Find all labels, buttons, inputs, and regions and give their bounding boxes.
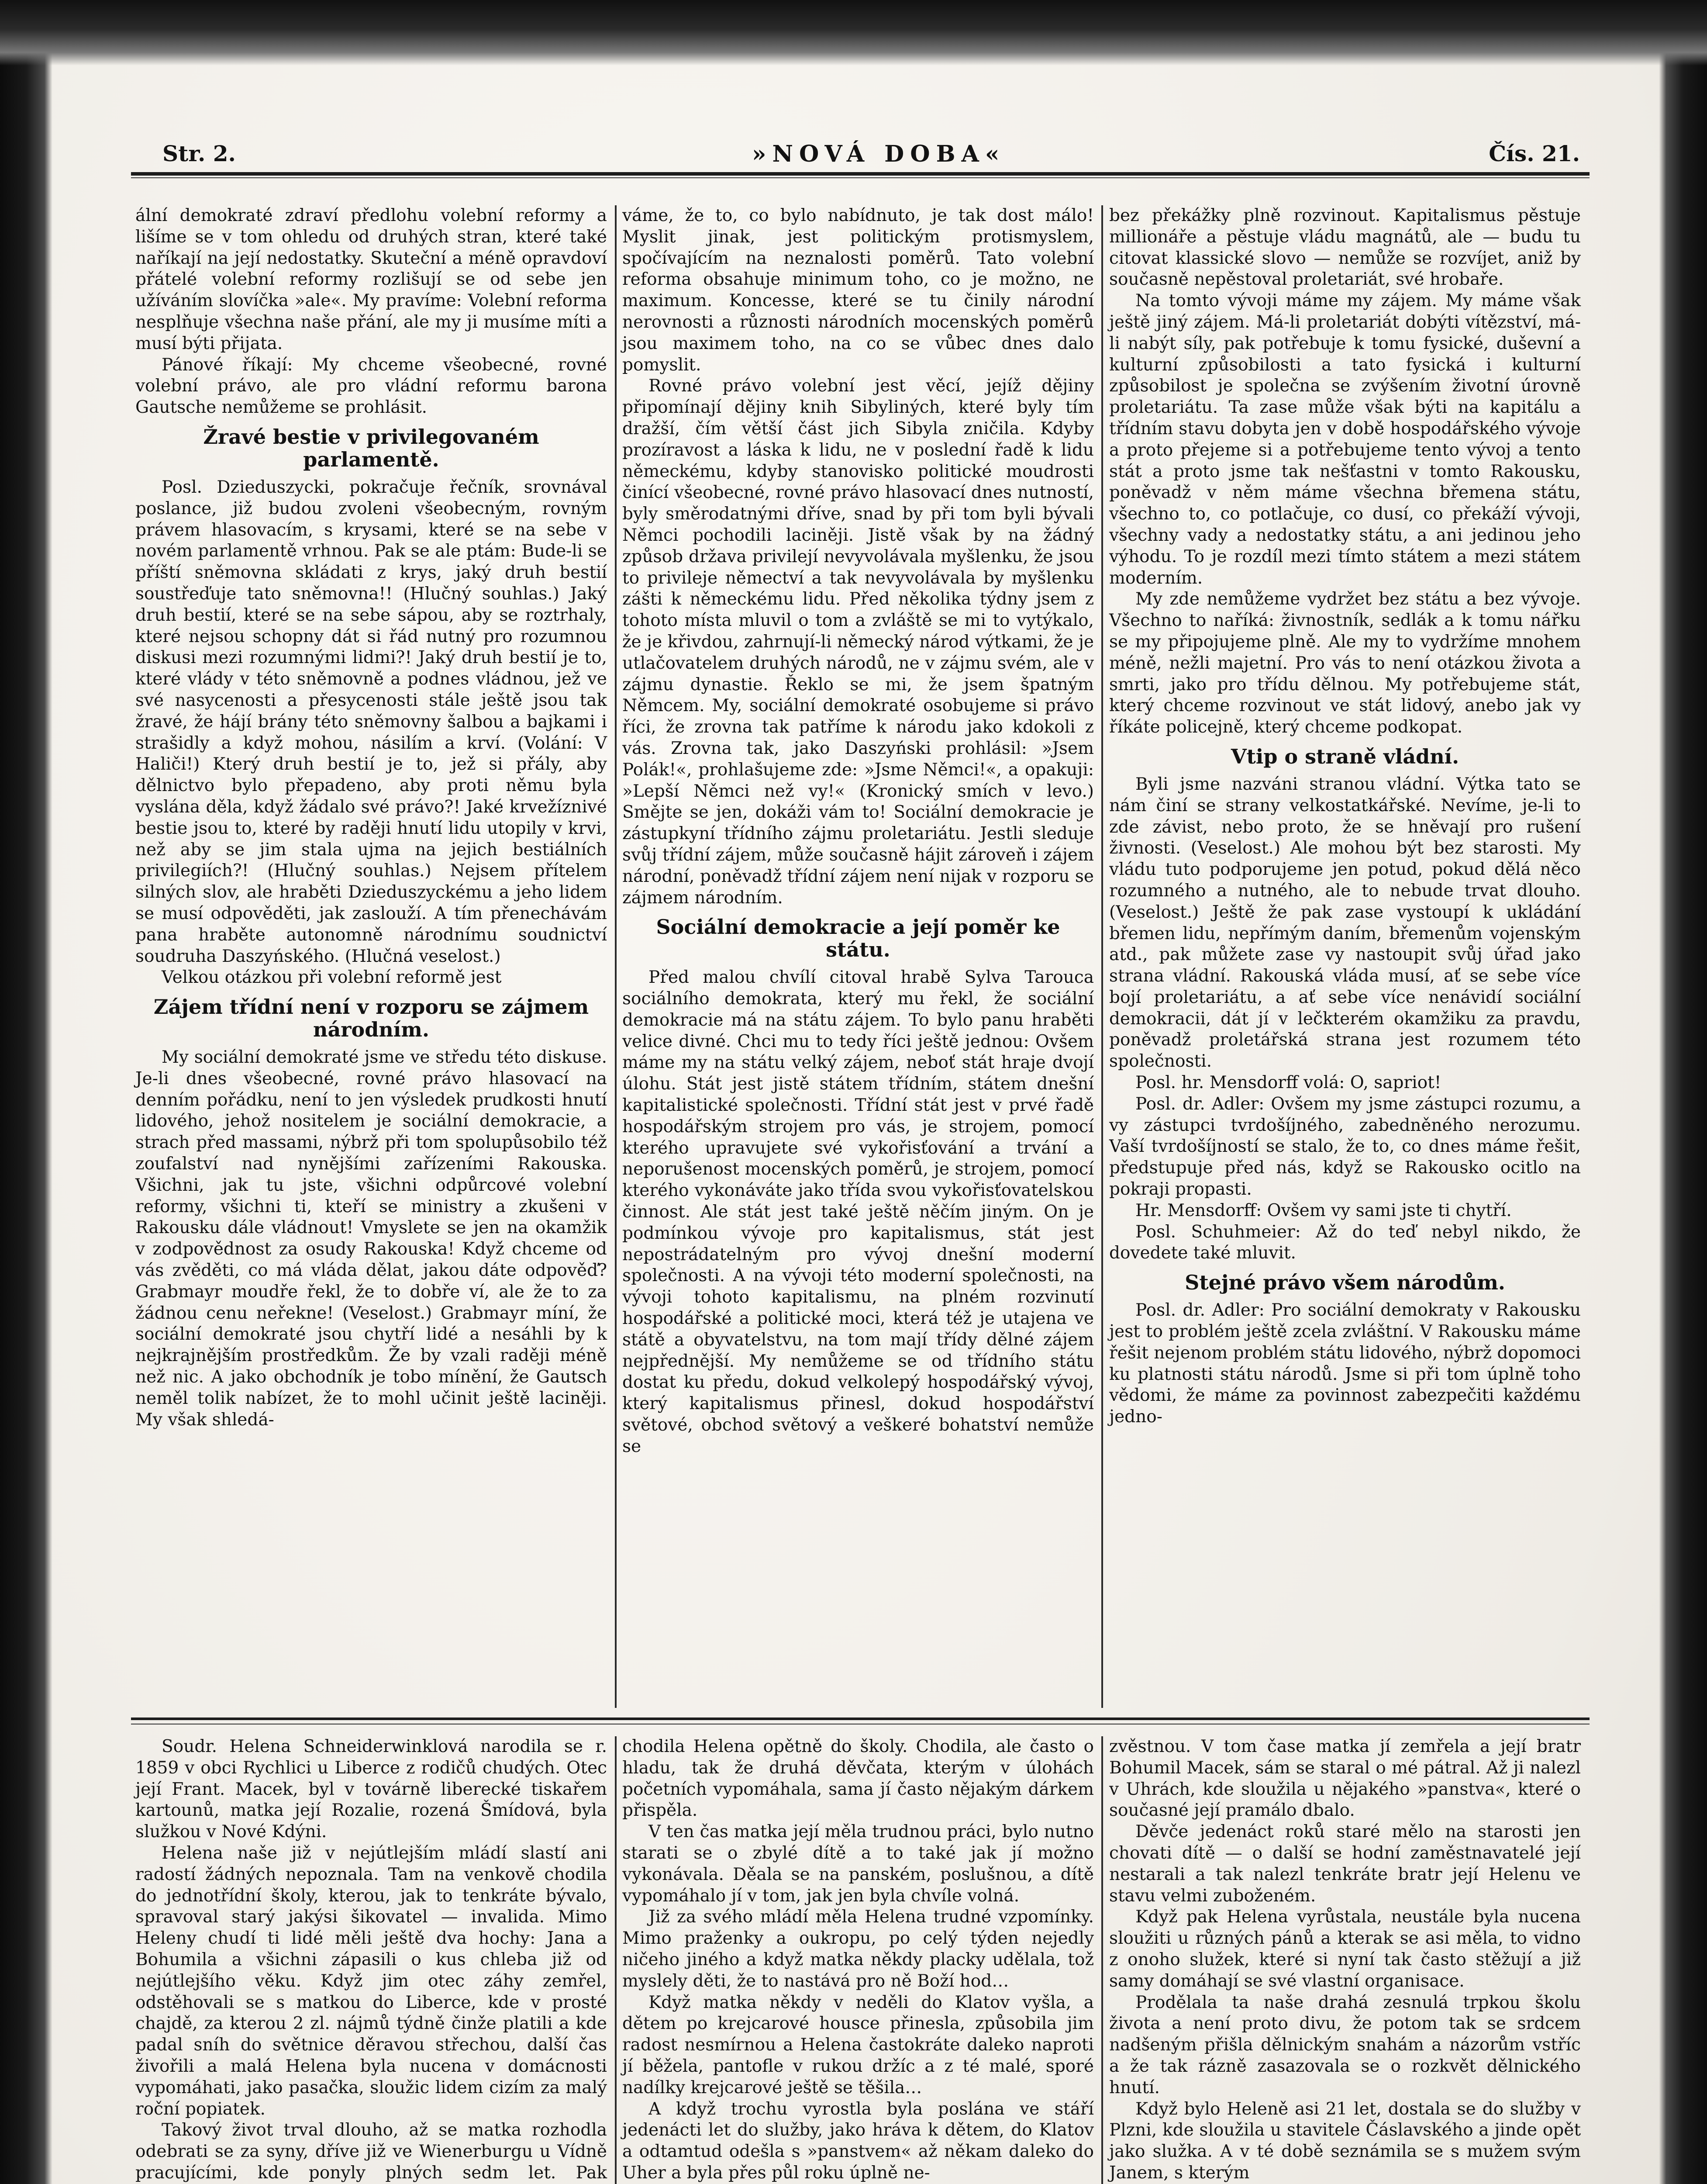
paragraph: Již za svého mládí měla Helena trudné vzpomínky. Mimo praženky a oukropu, po celý týden nejedly ničeho jiného a když matka někdy placky udělala, tož myslely děti, že to nastává pro ně Boží hod…	[622, 1907, 1094, 1991]
paragraph: chodila Helena opětně do školy. Chodila, ale často o hladu, tak že druhá děvčata, kterým v úlohách početních vypomáhala, sama jí často nějakým dárkem přispěla.	[622, 1737, 1094, 1821]
paragraph: My zde nemůžeme vydržet bez státu a bez vývoje. Všechno to naříká: živnostník, sedlák a k tomu nářku se my připojujeme plně. Ale my to vydržíme mnohem méně, nežli majetní. Pro vás to není otázkou života a smrti, jako pro třídu dělnou. My potřebujeme stát, který chceme rozvinout ve stát lidový, anebo jak vy říkáte policejně, který chceme podkopat.	[1109, 589, 1581, 737]
feuilleton-divider	[131, 1717, 1590, 1720]
scan-edge-top	[0, 0, 1707, 66]
paragraph: Prodělala ta naše drahá zesnulá trpkou školu života a není proto divu, že potom tak se srdcem nadšeným přišla dělnickým snahám a názorům vstříc a že tak rázně zasazovala se o rozkvět dělnického hnutí.	[1109, 1992, 1581, 2098]
paragraph: Helena naše již v nejútlejším mládí slastí ani radostí žádných nepoznala. Tam na venkově chodila do jednotřídní školy, kterou, jak to tenkráte bývalo, spravoval starý jakýsi šikovatel — invalida. Mimo Heleny chudí ti lidé měli ještě dva hochy: Jana a Bohumila a všichni zápasili o kus chleba již od nejútlejšího věku. Když jim otec záhy zemřel, odstěhovali se s matkou do Liberce, kde v prosté chajdě, za kterou 2 zl. nájmů týdně činže platili a kde padal sníh do světnice děravou střechou, další čas živořili a malá Helena byla nucena v domácnosti vypomáhati, jako pasačka, sloužic lidem cizím za malý roční popiatek.	[135, 1843, 607, 2119]
paragraph: Děvče jedenáct roků staré mělo na starosti jen chovati dítě — o další se hodní zaměstnavatelé její nestarali a tak nalezl tenkráte bratr její Helenu ve stavu velmi zuboženém.	[1109, 1822, 1581, 1906]
paragraph: Před malou chvílí citoval hrabě Sylva Tarouca sociálního demokrata, který mu řekl, že sociální demokracie má na státu zájem. To bylo panu hraběti velice divné. Chci mu to tedy říci ještě jednou: Ovšem máme my na státu velký zájem, neboť stát hraje dvojí úlohu. Stát jest jistě státem třídním, státem dnešní kapitalistické společnosti. Třídní stát jest v prvé řadě hospodářským strojem pro vás, je strojem, pomocí kterého upravujete své vykořisťování a trvání a neporušenost mocenských poměrů, je strojem, pomocí kterého vykonáváte jako třída svou vykořisťovatelskou činnost. Ale stát jest také ještě něčím jiným. On je podmínkou vývoje pro kapitalismus, stát jest nepostrádatelným pro vývoj dnešní moderní společnosti. A na vývoji této moderní společnosti, na vývoji tohoto kapitalismu, na plném rozvinutí hospodářské a politické moci, která též je utajena ve státě a obyvatelstvu, na tom mají třídy dělné zájem nejpřednější. My nemůžeme se od třídního státu dostat ku předu, dokud velkolepý hospodářský vývoj, který kapitalismus přinesl, dokud hospodářství světové, obchod světový a veškeré bohatství nemůže se	[622, 968, 1094, 1456]
paragraph: Posl. dr. Adler: Pro sociální demokraty v Rakousku jest to problém ještě zcela zvláštní. V Rakousku máme řešit nejenom problém státu lidového, nýbrž dopomoci ku platnosti státu národů. Jsme si při tom úplně toho vědomi, že máme za povinnost zabezpečiti každému jedno-	[1109, 1300, 1581, 1427]
subheading: Sociální demokracie a její poměr ke státu.	[656, 915, 1060, 962]
paragraph: Posl. Schuhmeier: Až do teď nebyl nikdo, že dovedete také mluvit.	[1109, 1222, 1581, 1263]
feuilleton-column-2	[622, 1736, 1094, 2184]
paragraph: Pánové říkají: My chceme všeobecné, rovné volební právo, ale pro vládní reformu barona Gautsche nemůžeme se prohlásit.	[135, 355, 607, 418]
header-rule-thin	[131, 177, 1590, 178]
paragraph: Rovné právo volební jest věcí, jejíž dějiny připomínají dějiny knih Sibyliných, které byly tím dražší, čím větší část jich Sibyla zničila. Kdyby prozíravost a láska k lidu, ne v poslední řadě k lidu německému, kdyby stanovisko politické moudrosti činící všeobecné, rovné právo hlasovací dnes nutností, byly směrodatnými dříve, snad by při tom byli bývali Němci pochodili laciněji. Jistě však by na žádný způsob država privilejí nevyvolávala myšlenku, že jsou to privileje němectví a tak nevyvolávala by myšlenku zášti k německému lidu. Před několika týdny jsem z tohoto místa mluvil o tom a zvláště se mi to vytýkalo, že je křivdou, zahrnují-li německý národ výtkami, že je utlačovatelem druhých národů, ne v zájmu svém, ale v zájmu dynastie. Řeklo se mi, že jsem špatným Němcem. My, sociální demokraté osobujeme si právo říci, že zrovna tak patříme k národu jako kdokoli z vás. Zrovna tak, jako Daszyński prohlásil: »Jsem Polák!«, prohlašujeme zde: »Jsme Němci!«, a opakuji: »Lepší Němci než vy!« (Kronický smích v levo.) Smějte se jen, dokáži vám to! Sociální demokracie je zástupkyní třídního zájmu proletariátu. Jestli sleduje svůj třídní zájem, může současně hájit zároveň i zájem národní, poněvadž třídní zájem není nijak v rozporu se zájmem národním.	[622, 376, 1094, 908]
subheading: Stejné právo všem národům.	[1185, 1271, 1505, 1295]
newspaper-title: »NOVÁ DOBA«	[752, 141, 1006, 167]
paragraph: Když pak Helena vyrůstala, neustále byla nucena sloužiti u různých pánů a kterak se asi měla, to vidno z onoho služek, které si nyní tak často stěžují a již samy domáhají se své vlastní organisace.	[1109, 1907, 1581, 1991]
paragraph: Velkou otázkou při volební reformě jest	[162, 968, 502, 988]
paragraph: bez překážky plně rozvinout. Kapitalismus pěstuje millionáře a pěstuje vládu magnátů, ale — budu tu citovat klassické slovo — nemůže se rozvíjet, aniž by současně nepěstoval proletariát, své hrobaře.	[1109, 206, 1581, 290]
subheading: Žravé bestie v privilegovaném parlamentě.	[203, 425, 539, 471]
paragraph: zvěstnou. V tom čase matka jí zemřela a její bratr Bohumil Macek, sám se staral o mé pátral. Až ji nalezl v Uhrách, kde sloužila u nějakého »panstva«, které o současné její pramálo dbalo.	[1109, 1737, 1581, 1821]
paragraph: Hr. Mensdorff: Ovšem vy sami jste ti chytří.	[1135, 1200, 1512, 1220]
column-divider	[615, 205, 617, 1708]
paragraph: Když bylo Heleně asi 21 let, dostala se do služby v Plzni, kde sloužila u stavitele Čáslavského a jinde opět jako služka. A v té době seznámila se s mužem svým Janem, s kterým	[1109, 2099, 1581, 2183]
column-divider	[1101, 1736, 1103, 2184]
paragraph: ální demokraté zdraví předlohu volební reformy a lišíme se v tom ohledu od druhých stran, které také naříkají na její nedostatky. Skuteční a méně opravdoví přátelé volební reformy rozlišují se od sebe jen užíváním slovíčka »ale«. My pravíme: Volební reforma nesplňuje všechna naše přání, ale my ji musíme míti a musí býti přijata.	[135, 206, 607, 353]
feuilleton-column-1	[135, 1736, 607, 2184]
paragraph: Na tomto vývoji máme my zájem. My máme však ještě jiný zájem. Má-li proletariát dobýti vítězství, má-li nabýt síly, pak potřebuje k tomu fysické, duševní a kulturní způsobilosti a tato fysická i kulturní způsobilost je společna se zvýšením životní úrovně proletariátu. Ta zase může však býti na kapitálu a třídním stavu dobyta jen v době hospodářského vývoje a proto přejeme si a potřebujeme tento vývoj a tento stát a proto jsme tak nešťastni v tomto Rakousku, poněvadž v něm máme všechna břemena státu, všechno to, co potlačuje, co dusí, co překáží vývoji, všechny vady a nedostatky státu, a ani jedinou jeho výhodu. To je rozdíl mezi tímto státem a mezi státem moderním.	[1109, 291, 1581, 588]
subheading: Vtip o straně vládní.	[1231, 744, 1459, 768]
paragraph: Posl. dr. Adler: Ovšem my jsme zástupci rozumu, a vy zástupci tvrdošíjného, zabedněného nerozumu. Vaší tvrdošíjností se stalo, že to, co dnes máme řešit, předstupuje před nás, když se Rakousko ocitlo na pokraji propasti.	[1109, 1094, 1581, 1199]
paragraph: Posl. hr. Mensdorff volá: O, sapriot!	[1135, 1073, 1441, 1093]
page-number: Str. 2.	[162, 141, 236, 166]
paragraph: Posl. Dzieduszycki, pokračuje řečník, srovnával poslance, již budou zvoleni všeobecným, rovným právem hlasovacím, s krysami, které se na sebe v novém parlamentě vrhnou. Pak se ale ptám: Bude-li se příští sněmovna skládati z krys, jaký druh bestií soustřeďuje tato sněmovna!! (Hlučný souhlas.) Jaký druh bestií, které se na sebe sápou, aby se roztrhaly, které nejsou schopny dát si řád nutný pro rozumnou diskusi mezi rozumnými lidmi?! Jaký druh bestií je to, které vlády v této sněmovně a podnes vládnou, jež ve své nasycenosti a přesycenosti stále ještě jsou tak žravé, že hájí brány této sněmovny šalbou a bajkami i strašidly a když mohou, násilím a krví. (Volání: V Haliči!) Který druh bestií je to, jež si přály, aby dělnictvo bylo přepadeno, aby proti němu byla vyslána děla, když žádalo své právo?! Jaké krvežíznivé bestie jsou to, které by raději hnutí lidu utopily v krvi, než aby se jim stala ujma na jejich bestiálních privilegiích?! (Hlučný souhlas.) Nejsem přítelem silných slov, ale hraběti Dzieduszyckému a jeho lidem se musí odpověděti, jak zaslouží. A tím přenechávám pana hraběte autonomně národnímu soudnictví soudruha Daszyńského. (Hlučná veselost.)	[135, 477, 607, 966]
scan-edge-right	[1659, 0, 1707, 2184]
paragraph: Když matka někdy v neděli do Klatov vyšla, a dětem po krejcarové housce přinesla, způsobila jim radost nesmírnou a Helena častokráte daleko naproti jí běžela, pantofle v rukou držíc a z té malé, sporé nadílky krejcarové ještě se těšila…	[622, 1992, 1094, 2098]
header-rule	[131, 172, 1590, 176]
paragraph: My sociální demokraté jsme ve středu této diskuse. Je-li dnes všeobecné, rovné právo hlasovací na denním pořádku, není to jen výsledek prudkosti hnutí lidového, jehož nositelem je sociální demokracie, a strach před massami, nýbrž při tom spolupůsobilo též zoufalství nad nynějšími zařízeními Rakouska. Všichni, jak tu jste, všichni odpůrcové volební reformy, všichni ti, kteří se ministry a zkušeni v Rakousku dále vládnout! Vmyslete se jen na okamžik v zodpovědnost za osudy Rakouska! Když chceme od vás zvěděti, co má vláda dělat, jakou dáte odpověď? Grabmayr moudře řekl, že to dobře ví, ale že to za žádnou cenu neřekne! (Veselost.) Grabmayr míní, že sociální demokraté jsou chytří lidé a nesáhli by k nejkrajnějším prostředkům. Že by vzali raději méně než nic. A jako obchodník je tobo mínění, že Gautsch neměl tolik nabízet, že to mohl učinit ještě laciněji. My však shledá-	[135, 1047, 607, 1430]
article-column-3	[1109, 205, 1581, 1708]
paragraph: Soudr. Helena Schneiderwinklová narodila se r. 1859 v obci Rychlici u Liberce z rodičů chudých. Otec její Frant. Macek, byl v továrně liberecké tiskařem kartounů, matka její Rozalie, rozená Šmídová, byla služkou v Nové Kdýni.	[135, 1737, 607, 1842]
paragraph: V ten čas matka její měla trudnou práci, bylo nutno starati se o zbylé dítě a to také jak jí možno vykonávala. Děala se na panském, poslušnou, a dítě vypomáhalo jí v tom, jak jen byla chvíle volná.	[622, 1822, 1094, 1906]
article-column-2	[622, 205, 1094, 1708]
paragraph: Takový život trval dlouho, až se matka rozhodla odebrati se za syny, dříve již ve Wienerburgu u Vídně pracujícími, kde ponyly plných sedm let. Pak	[135, 2120, 607, 2183]
column-divider	[615, 1736, 617, 2184]
scan-edge-left	[0, 0, 52, 2184]
paragraph: váme, že to, co bylo nabídnuto, je tak dost málo! Myslit jinak, jest politickým protismyslem, spočívajícím na neznalosti poměrů. Tato volební reforma obsahuje minimum toho, co je možno, ne maximum. Koncesse, které se tu činily národní nerovnosti a různosti národních mocenských poměrů jsou maximem toho, na co se vůbec dnes dalo pomyslit.	[622, 206, 1094, 375]
paragraph: Byli jsme nazváni stranou vládní. Výtka tato se nám činí se strany velkostatkářské. Nevíme, je-li to zde závist, nebo proto, že se hněvají pro rušení živnosti. (Veselost.) Ale mohou být bez starosti. My vládu tuto podporujeme jen potud, pokud dělá něco rozumného a nutného, ale to nebude trvat dlouho. (Veselost.) Ještě že pak zase vystoupí k ukládání břemen lidu, nepřímým daním, břemenům vojenským atd., pak můžete zase vy nastoupit svůj úřad jako strana vládní. Rakouská vláda musí, ať se sebe více bojí proletariátu, a ať sebe více nenávidí sociální demokracii, dát jí v lečkterém okamžiku za pravdu, poněvadž proletářská strana jest rozumem této společnosti.	[1109, 774, 1581, 1071]
issue-number: Čís. 21.	[1489, 141, 1580, 166]
paragraph: A když trochu vyrostla byla poslána ve stáří jedenácti let do služby, jako hráva k dětem, do Klatov a odtamtud odešla s »panstvem« až někam daleko do Uher a byla přes půl roku úplně ne-	[622, 2099, 1094, 2183]
subheading: Zájem třídní není v rozporu se zájmem národním.	[153, 995, 589, 1042]
column-divider	[1101, 205, 1103, 1708]
article-column-1	[135, 205, 607, 1708]
page-header	[162, 141, 1580, 167]
feuilleton-column-3	[1109, 1736, 1581, 2184]
